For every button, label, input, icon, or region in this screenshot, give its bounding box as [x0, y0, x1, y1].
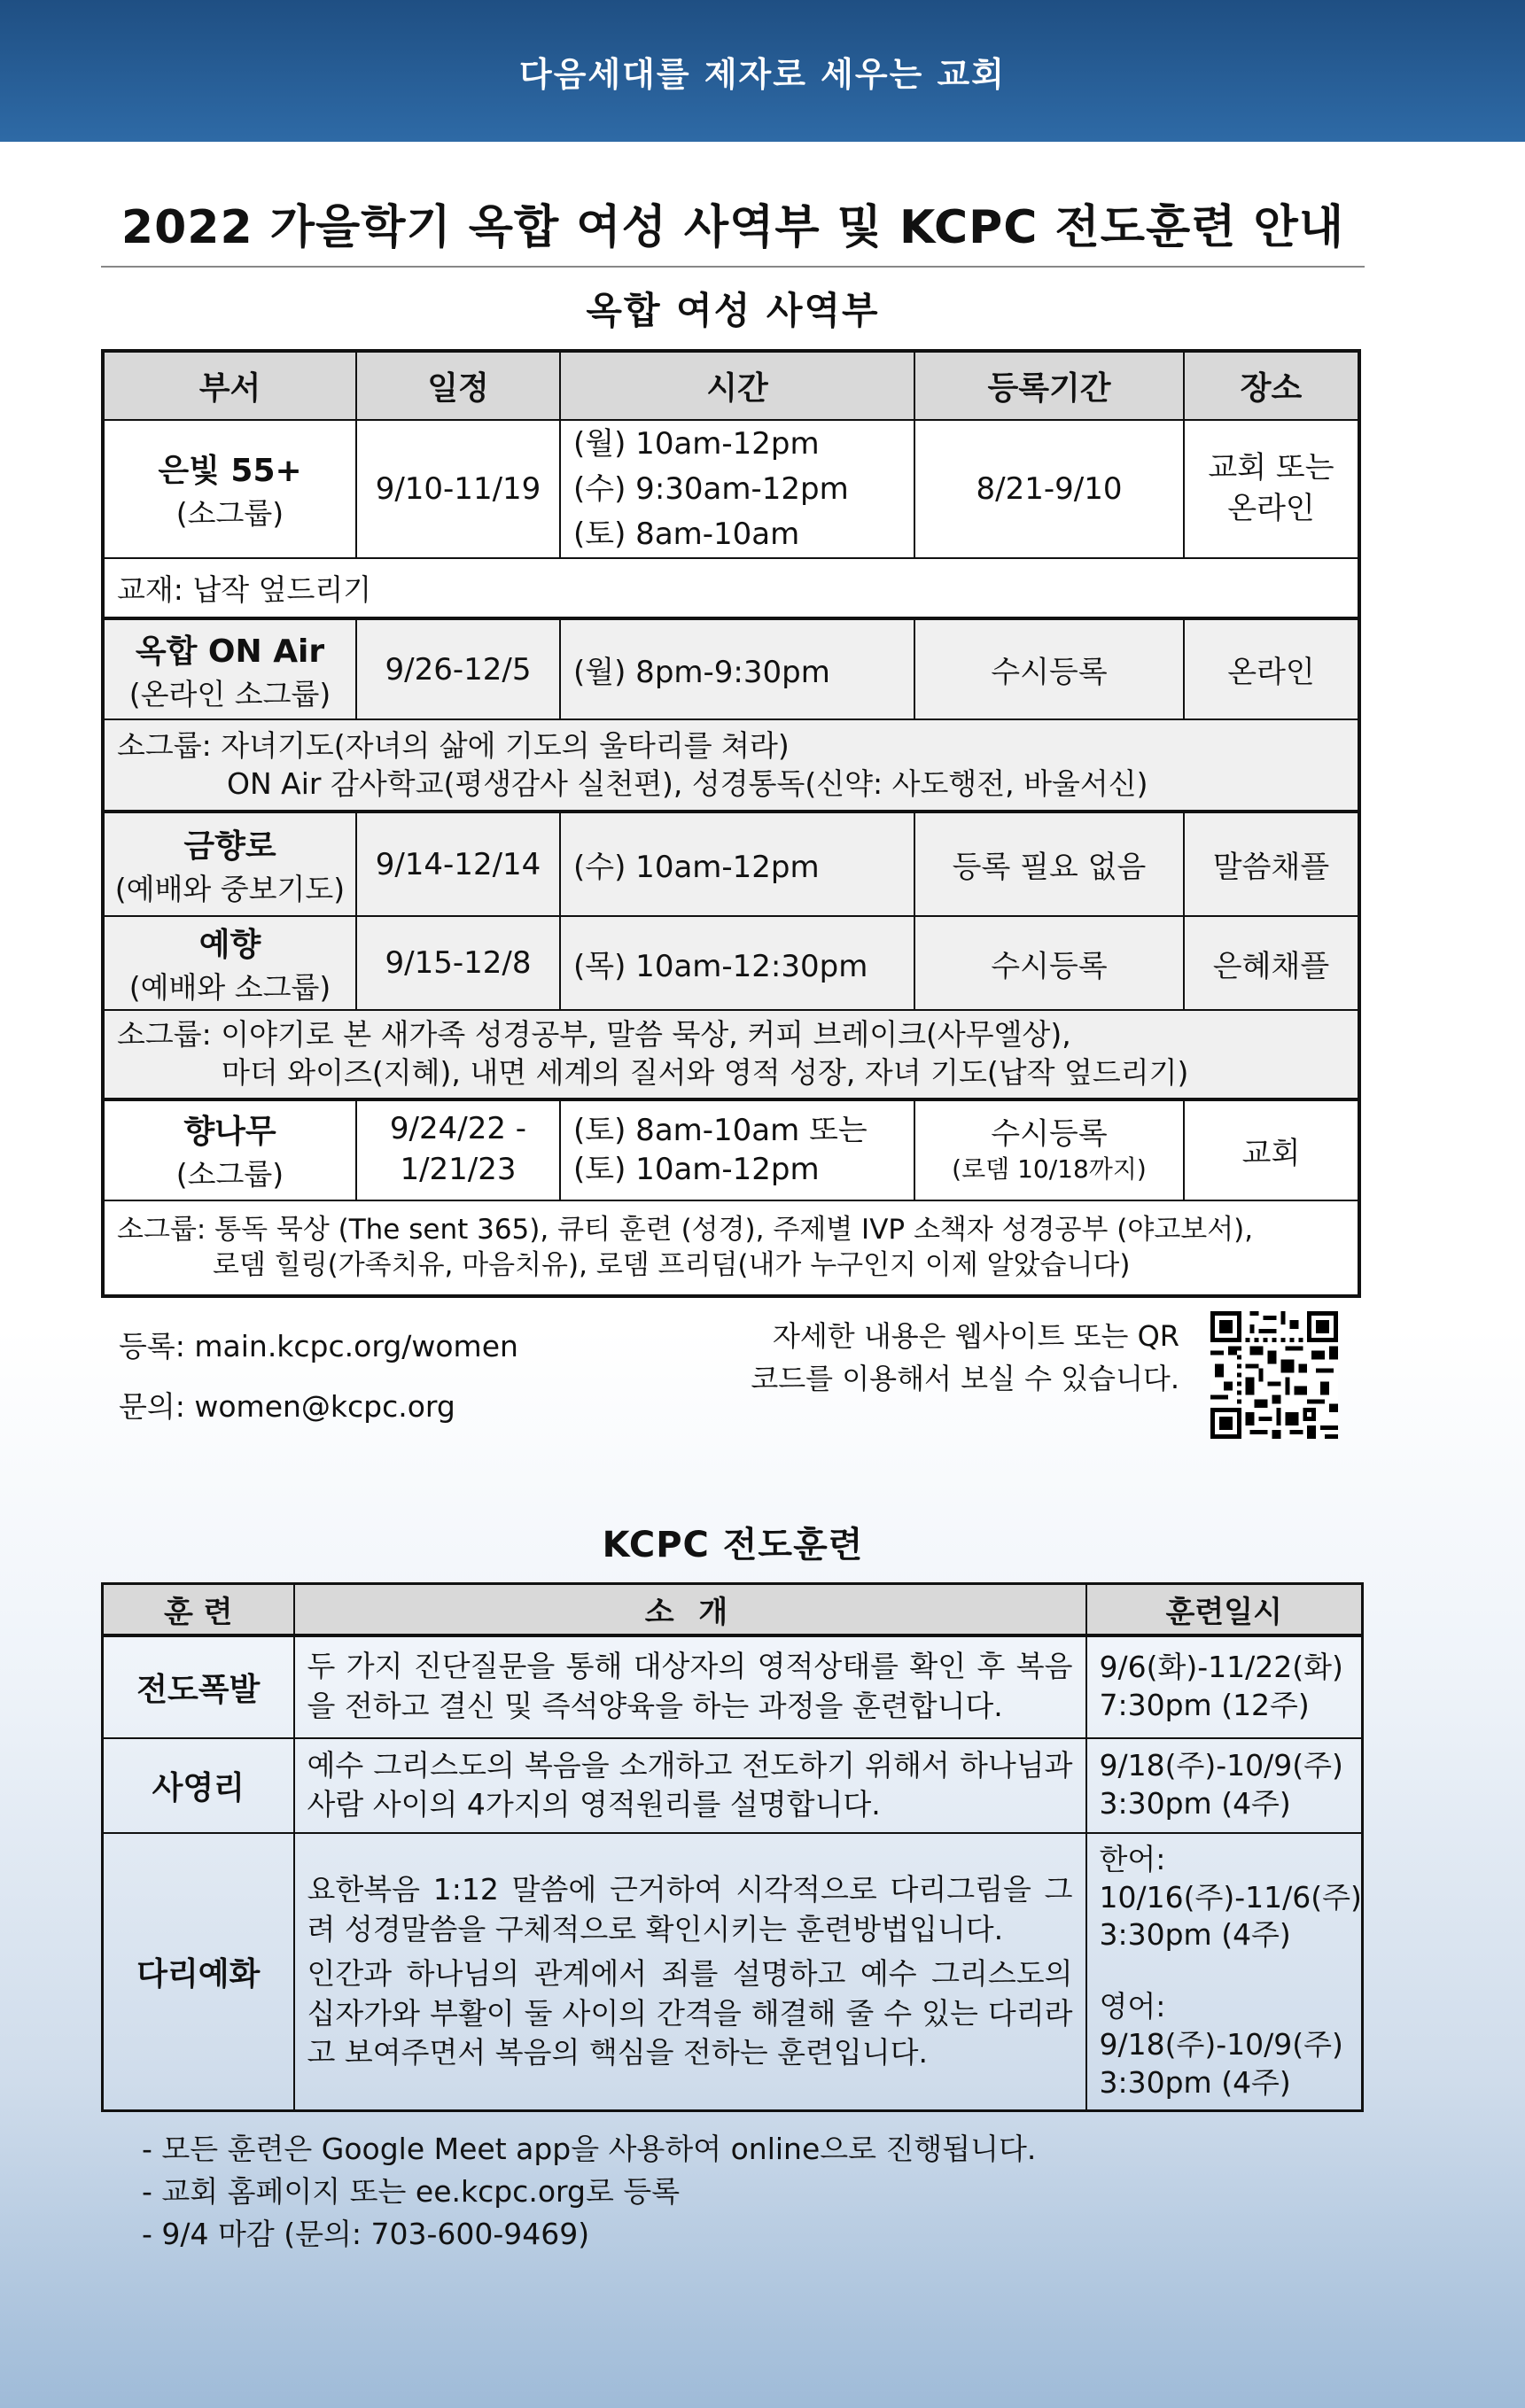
registration-line: 수시등록	[991, 1115, 1108, 1152]
training-desc: 예수 그리스도의 복음을 소개하고 전도하기 위해서 하나님과 사람 사이의 4가지의 영적원리를 설명합니다.	[294, 1738, 1086, 1833]
contact-email[interactable]: 문의: women@kcpc.org	[119, 1389, 455, 1424]
desc-paragraph: 요한복음 1:12 말씀에 근거하여 시각적으로 다리그림을 그려 성경말씀을 구체적으로 확인시키는 훈련방법입니다.	[307, 1871, 1073, 1946]
place-cell: 교회	[1184, 1099, 1359, 1200]
schedule-cell	[356, 1099, 560, 1200]
notes-list	[142, 2128, 1036, 2256]
time-line: (토) 10am-12pm	[573, 1152, 820, 1188]
dept-name: 예향	[198, 927, 261, 963]
textbook-note: 교재: 납작 엎드리기	[103, 558, 1359, 618]
place-cell: 은혜채플	[1184, 916, 1359, 1010]
header-registration: 등록기간	[914, 351, 1184, 420]
header-dept: 부서	[103, 351, 356, 420]
header-schedule: 훈련일시	[1086, 1584, 1363, 1635]
training-schedule	[1086, 1738, 1363, 1833]
note-line: 마더 와이즈(지혜), 내면 세계의 질서와 영적 성장, 자녀 기도(납작 엎드리기)	[222, 1054, 1189, 1090]
qr-text-line: 코드를 이용해서 보실 수 있습니다.	[751, 1362, 1179, 1395]
dept-sub: (소그룹)	[175, 496, 284, 531]
registration-sub: (로뎀 10/18까지)	[952, 1154, 1147, 1185]
evangelism-title: KCPC 전도훈련	[602, 1525, 864, 1565]
dept-sub: (소그룹)	[175, 1157, 284, 1192]
list-item: - 모든 훈련은 Google Meet app을 사용하여 online으로 진행됩니다.	[142, 2132, 1037, 2166]
list-item: - 9/4 마감 (문의: 703-600-9469)	[142, 2216, 590, 2251]
training-name: 사영리	[103, 1738, 294, 1833]
dept-name: 은빛 55+	[158, 453, 302, 489]
dept-cell	[103, 1099, 356, 1200]
dept-sub: (예배와 소그룹)	[128, 970, 331, 1005]
time-cell: (월) 8pm-9:30pm	[560, 618, 914, 719]
dept-cell	[103, 420, 356, 558]
qr-text-line: 자세한 내용은 웹사이트 또는 QR	[772, 1319, 1179, 1353]
time-line: (월) 10am-12pm	[573, 425, 820, 462]
note-line: 로뎀 힐링(가족치유, 마음치유), 로뎀 프리덤(내가 누구인지 이제 알았습니다)	[213, 1249, 1131, 1282]
table-row	[103, 812, 1359, 916]
dept-name: 옥합 ON Air	[135, 633, 325, 670]
table-row	[103, 916, 1359, 1010]
place-cell: 교회 또는 온라인	[1184, 420, 1359, 558]
training-schedule	[1086, 1833, 1363, 2111]
schedule-line: 7:30pm (12주)	[1099, 1688, 1310, 1722]
schedule-line: 3:30pm (4주)	[1099, 1786, 1291, 1822]
note-line: 소그룹: 자녀기도(자녀의 삶에 기도의 울타리를 쳐라)	[117, 727, 790, 763]
qr-code-icon[interactable]	[1210, 1309, 1338, 1441]
registration-cell: 수시등록	[914, 916, 1184, 1010]
banner-text: 다음세대를 제자로 세우는 교회	[519, 54, 1006, 94]
schedule-line: 9/18(주)-10/9(주)	[1099, 2027, 1343, 2062]
schedule-line: 9/6(화)-11/22(화)	[1099, 1650, 1343, 1685]
note-line: 소그룹: 이야기로 본 새가족 성경공부, 말씀 묵상, 커피 브레이크(사무엘상),	[117, 1017, 1071, 1052]
time-line: (토) 8am-10am	[573, 516, 800, 552]
dept-cell	[103, 812, 356, 916]
title-divider	[101, 266, 1365, 268]
schedule-line: 한어:	[1099, 1841, 1166, 1876]
evangelism-table	[101, 1582, 1364, 2112]
time-line: (토) 8am-10am 또는	[573, 1113, 868, 1149]
dept-cell	[103, 618, 356, 719]
header-training: 훈 련	[103, 1584, 294, 1635]
dept-cell	[103, 916, 356, 1010]
training-desc: 두 가지 진단질문을 통해 대상자의 영적상태를 확인 후 복음을 전하고 결신 및 즉석양육을 하는 과정을 훈련합니다.	[294, 1635, 1086, 1738]
note-row	[103, 719, 1359, 812]
schedule-line: 9/24/22 -	[389, 1111, 527, 1147]
table-row	[103, 1635, 1363, 1738]
header-schedule: 일정	[356, 351, 560, 420]
desc-paragraph: 인간과 하나님의 관계에서 죄를 설명하고 예수 그리스도의 십자가와 부활이 둘 사이의 간격을 해결해 줄 수 있는 다리라고 보여주면서 복음의 핵심을 전하는 훈련입니다.	[307, 1956, 1073, 2070]
note-row	[103, 1010, 1359, 1099]
registration-cell	[914, 1099, 1184, 1200]
header-intro: 소 개	[294, 1584, 1086, 1635]
note-row	[103, 558, 1359, 618]
schedule-cell: 9/10-11/19	[356, 420, 560, 558]
table-row	[103, 618, 1359, 719]
small-group-note	[103, 1010, 1359, 1099]
table-row	[103, 1099, 1359, 1200]
table-row	[103, 1738, 1363, 1833]
note-row	[103, 1200, 1359, 1296]
schedule-line: 10/16(주)-11/6(주)	[1099, 1879, 1362, 1915]
registration-cell: 수시등록	[914, 618, 1184, 719]
time-cell: (목) 10am-12:30pm	[560, 916, 914, 1010]
small-group-note	[103, 1200, 1359, 1296]
time-line: (수) 9:30am-12pm	[573, 470, 849, 507]
training-name: 전도폭발	[103, 1635, 294, 1738]
schedule-spacer	[1100, 1954, 1350, 1988]
training-name: 다리예화	[103, 1833, 294, 2111]
time-cell: (수) 10am-12pm	[560, 812, 914, 916]
schedule-cell: 9/14-12/14	[356, 812, 560, 916]
dept-name: 금향로	[183, 827, 276, 865]
training-desc	[294, 1833, 1086, 2111]
table-row	[103, 420, 1359, 558]
dept-sub: (예배와 중보기도)	[114, 871, 346, 906]
place-cell: 말씀채플	[1184, 812, 1359, 916]
schedule-line: 3:30pm (4주)	[1099, 1917, 1291, 1953]
register-link[interactable]: 등록: main.kcpc.org/women	[119, 1329, 518, 1363]
table-header-row	[103, 1584, 1363, 1635]
header-place: 장소	[1184, 351, 1359, 420]
list-item: - 교회 홈페이지 또는 ee.kcpc.org로 등록	[142, 2173, 681, 2209]
note-line: ON Air 감사학교(평생감사 실천편), 성경통독(신약: 사도행전, 바울서신)	[227, 765, 1148, 801]
schedule-line: 1/21/23	[400, 1152, 517, 1188]
womens-ministry-table	[101, 349, 1361, 1298]
page-title: 2022 가을학기 옥합 여성 사역부 및 KCPC 전도훈련 안내	[121, 201, 1345, 254]
schedule-cell: 9/15-12/8	[356, 916, 560, 1010]
schedule-cell: 9/26-12/5	[356, 618, 560, 719]
qr-description	[719, 1315, 1179, 1400]
header-time: 시간	[560, 351, 914, 420]
schedule-line: 9/18(주)-10/9(주)	[1099, 1748, 1343, 1783]
training-schedule	[1086, 1635, 1363, 1738]
registration-cell: 등록 필요 없음	[914, 812, 1184, 916]
registration-cell: 8/21-9/10	[914, 420, 1184, 558]
time-cell	[560, 420, 914, 558]
schedule-line: 영어:	[1099, 1989, 1166, 2024]
dept-sub: (온라인 소그룹)	[128, 676, 331, 711]
table-row	[103, 1833, 1363, 2111]
dept-name: 향나무	[183, 1114, 276, 1151]
schedule-line: 3:30pm (4주)	[1099, 2065, 1291, 2101]
note-line: 소그룹: 통독 묵상 (The sent 365), 큐티 훈련 (성경), 주제별 IVP 소책자 성경공부 (야고보서),	[117, 1213, 1254, 1246]
top-banner	[0, 0, 1525, 142]
womens-ministry-title: 옥합 여성 사역부	[586, 289, 880, 332]
place-cell: 온라인	[1184, 618, 1359, 719]
small-group-note	[103, 719, 1359, 812]
time-cell	[560, 1099, 914, 1200]
table-header-row	[103, 351, 1359, 420]
